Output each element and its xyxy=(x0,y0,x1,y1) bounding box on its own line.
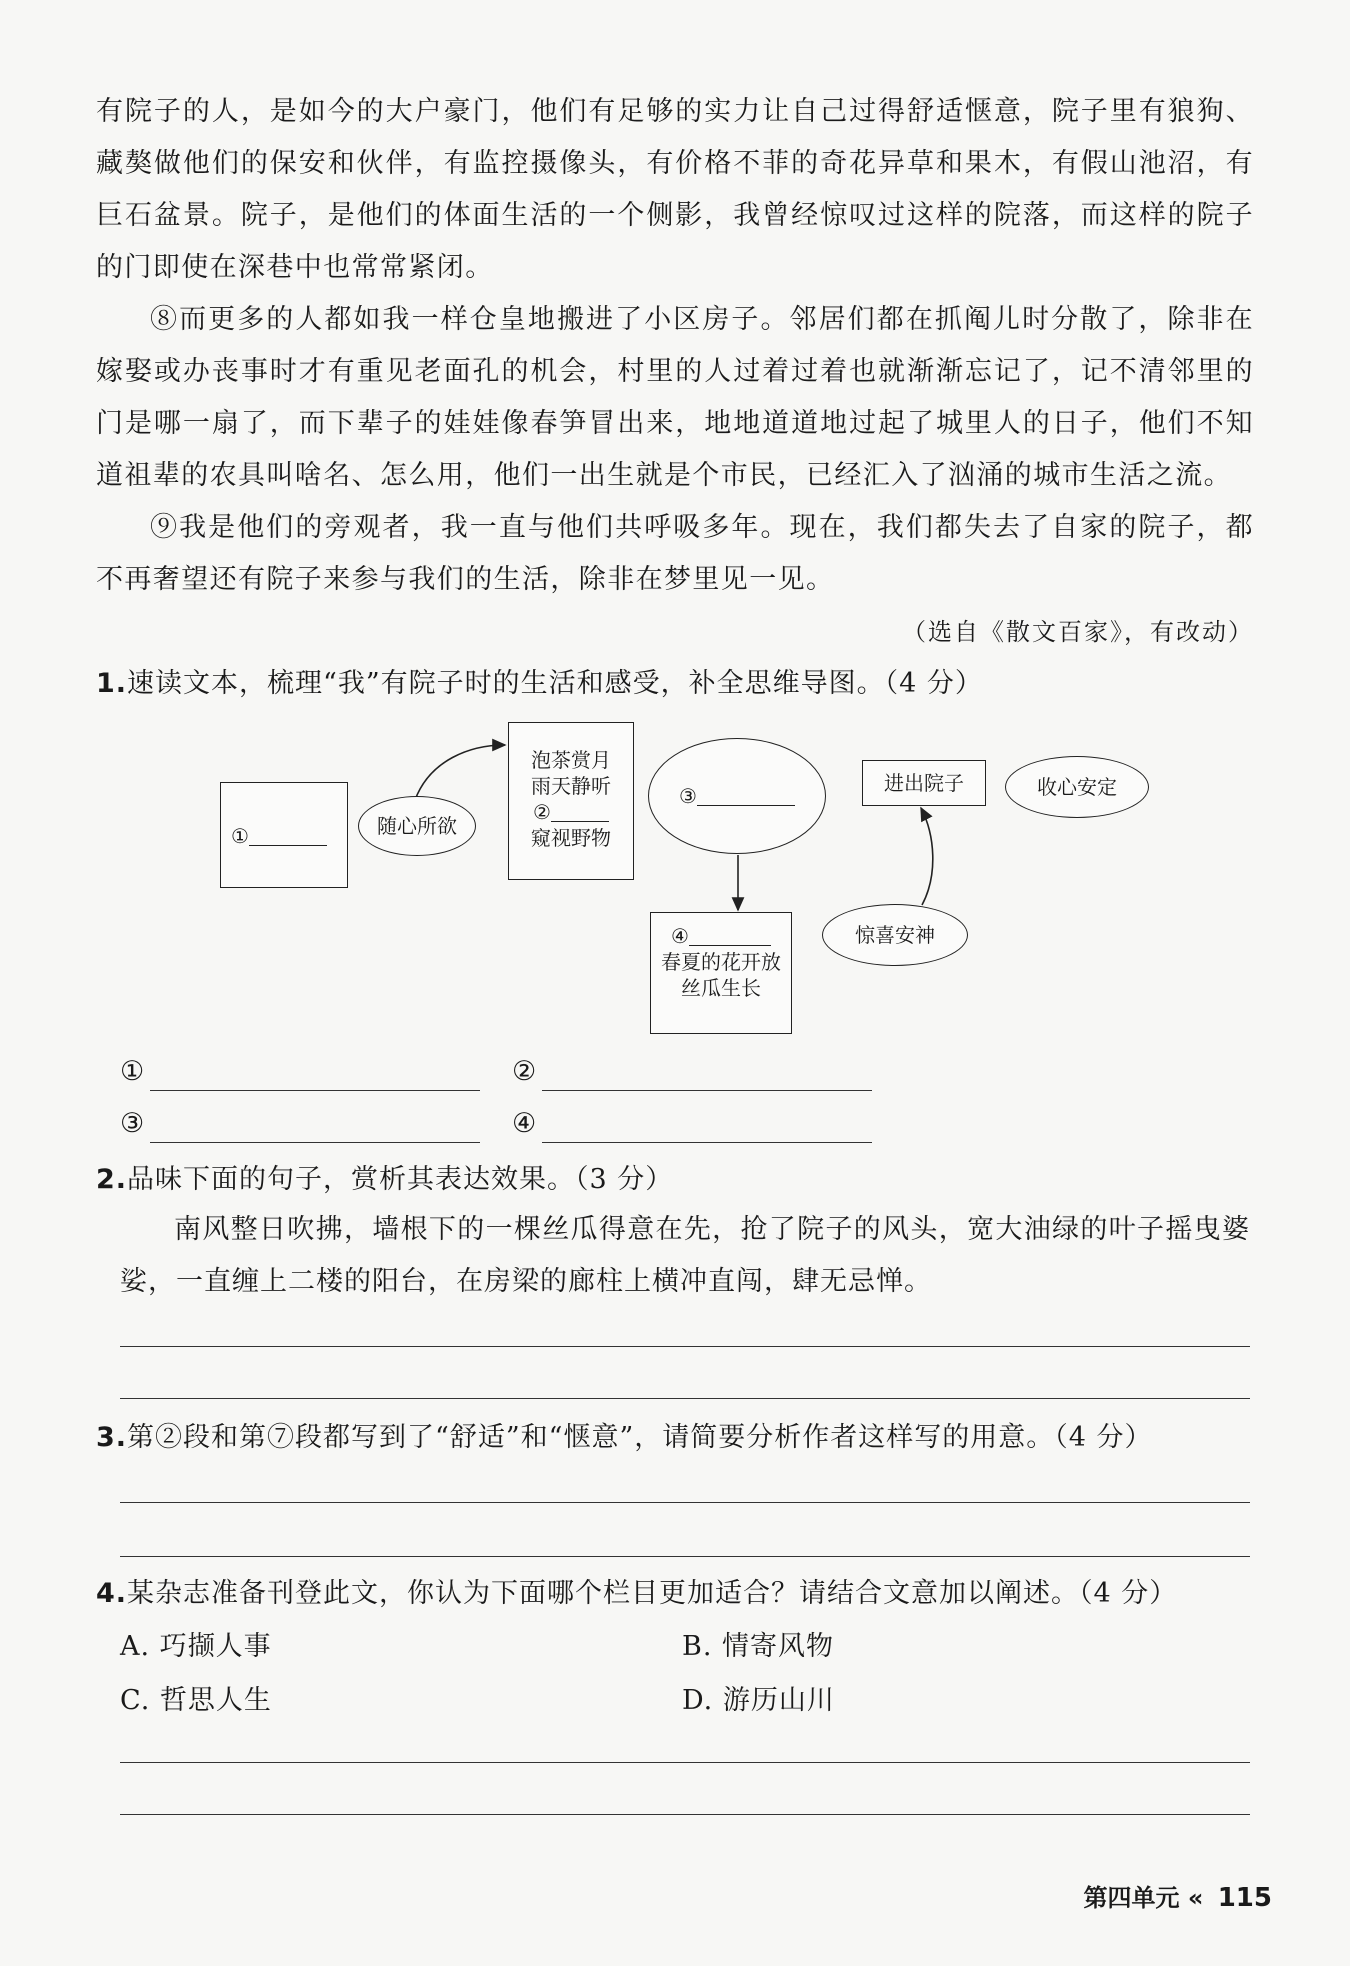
ellipse-jingxi-label: 惊喜安神 xyxy=(855,923,935,947)
question-3-text: 第②段和第⑦段都写到了“舒适”和“惬意”，请简要分析作者这样写的用意。（4 分） xyxy=(127,1422,1153,1453)
mindmap-box-1 xyxy=(220,782,348,888)
source-citation: （选自《散文百家》，有改动） xyxy=(902,618,1254,646)
fill-number-2: ② xyxy=(512,1056,537,1087)
mindmap-ellipse-suixin xyxy=(358,796,476,856)
mindmap-box-2 xyxy=(508,722,634,880)
paragraph-8: ⑧而更多的人都如我一样仓皇地搬进了小区房子。邻居们都在抓阄儿时分散了，除非在嫁娶或办丧事时才有重见老面孔的机会，村里的人过着过着也就渐渐忘记了，记不清邻里的门是哪一扇了，而下辈子的娃娃像春笋冒出来，地地道道地过起了城里人的日子，他们不知道祖辈的农具叫啥名、怎么用，他们一出生就是个市民，已经汇入了汹涌的城市生活之流。 xyxy=(96,304,1254,491)
q4-answer-line-1[interactable] xyxy=(120,1762,1250,1763)
answer-line-2[interactable] xyxy=(542,1090,872,1091)
double-chevron-icon: « xyxy=(1187,1884,1204,1912)
box4-line-2: 春夏的花开放 xyxy=(661,950,781,974)
answer-fill-3 xyxy=(120,1108,144,1139)
q2-answer-line-1[interactable] xyxy=(120,1346,1250,1347)
q3-answer-line-1[interactable] xyxy=(120,1502,1250,1503)
question-number: 3. xyxy=(96,1422,128,1453)
mindmap-box-jinchu xyxy=(862,760,986,806)
question-3 xyxy=(96,1418,1153,1458)
page-footer xyxy=(1083,1878,1272,1913)
fill-number-3: ③ xyxy=(120,1108,145,1139)
answer-line-3[interactable] xyxy=(150,1142,480,1143)
answer-line-1[interactable] xyxy=(150,1090,480,1091)
box2-line-4: 窥视野物 xyxy=(531,826,611,850)
arrow-jingxi-to-jinchu xyxy=(921,808,933,905)
mindmap-box-4 xyxy=(650,912,792,1034)
blank-3[interactable] xyxy=(697,789,795,806)
blank-4[interactable] xyxy=(689,929,771,946)
paragraph-7-continued: 有院子的人，是如今的大户豪门，他们有足够的实力让自己过得舒适惬意，院子里有狼狗、藏獒做他们的保安和伙伴，有监控摄像头，有价格不菲的奇花异草和果木，有假山池沼，有巨石盆景。院子，是他们的体面生活的一个侧影，我曾经惊叹过这样的院落，而这样的院子的门即使在深巷中也常常紧闭。 xyxy=(96,96,1254,283)
circled-number-4: ④ xyxy=(671,924,689,948)
circled-number-2: ② xyxy=(533,800,551,824)
option-d[interactable]: D. 游历山川 xyxy=(682,1685,835,1716)
q2-answer-line-2[interactable] xyxy=(120,1398,1250,1399)
question-4 xyxy=(96,1574,1177,1614)
option-b[interactable]: B. 情寄风物 xyxy=(682,1631,835,1662)
question-number: 1. xyxy=(96,668,128,699)
arrow-suixin-to-box2 xyxy=(415,745,505,800)
question-2 xyxy=(96,1160,673,1200)
blank-1[interactable] xyxy=(249,829,327,846)
question-number: 4. xyxy=(96,1578,128,1609)
paragraph-9: ⑨我是他们的旁观者，我一直与他们共呼吸多年。现在，我们都失去了自家的院子，都不再奢望还有院子来参与我们的生活，除非在梦里见一见。 xyxy=(96,512,1254,595)
answer-fill-2 xyxy=(512,1056,536,1087)
unit-label: 第四单元 xyxy=(1083,1884,1180,1912)
box-jinchu-label: 进出院子 xyxy=(884,771,964,795)
question-2-quote: 南风整日吹拂，墙根下的一棵丝瓜得意在先，抢了院子的风头，宽大油绿的叶子摇曳婆娑，一直缠上二楼的阳台，在房梁的廊柱上横冲直闯，肆无忌惮。 xyxy=(120,1214,1250,1297)
q4-answer-line-2[interactable] xyxy=(120,1814,1250,1815)
circled-number-3: ③ xyxy=(679,784,697,808)
mindmap-ellipse-jingxi xyxy=(822,904,968,966)
question-4-text: 某杂志准备刊登此文，你认为下面哪个栏目更加适合？请结合文意加以阐述。（4 分） xyxy=(127,1578,1178,1609)
fill-number-4: ④ xyxy=(512,1108,537,1139)
fill-number-1: ① xyxy=(120,1056,145,1087)
question-1-text: 速读文本，梳理“我”有院子时的生活和感受，补全思维导图。（4 分） xyxy=(127,668,983,699)
answer-fill-4 xyxy=(512,1108,536,1139)
question-2-text: 品味下面的句子，赏析其表达效果。（3 分） xyxy=(127,1164,674,1195)
box2-line-2: 雨天静听 xyxy=(531,774,611,798)
option-a[interactable]: A. 巧撷人事 xyxy=(120,1631,272,1662)
circled-number-1: ① xyxy=(231,824,249,848)
ellipse-suixin-label: 随心所欲 xyxy=(377,814,457,838)
q3-answer-line-2[interactable] xyxy=(120,1556,1250,1557)
box4-line-3: 丝瓜生长 xyxy=(681,976,761,1000)
answer-fill-1 xyxy=(120,1056,144,1087)
mindmap-ellipse-shouxin xyxy=(1005,756,1149,818)
option-c[interactable]: C. 哲思人生 xyxy=(120,1685,272,1716)
mindmap-ellipse-3 xyxy=(648,738,826,854)
ellipse-shouxin-label: 收心安定 xyxy=(1037,775,1117,799)
page-number: 115 xyxy=(1217,1883,1272,1913)
box2-line-1: 泡茶赏月 xyxy=(531,748,611,772)
blank-2[interactable] xyxy=(551,805,609,822)
question-number: 2. xyxy=(96,1164,128,1195)
answer-line-4[interactable] xyxy=(542,1142,872,1143)
